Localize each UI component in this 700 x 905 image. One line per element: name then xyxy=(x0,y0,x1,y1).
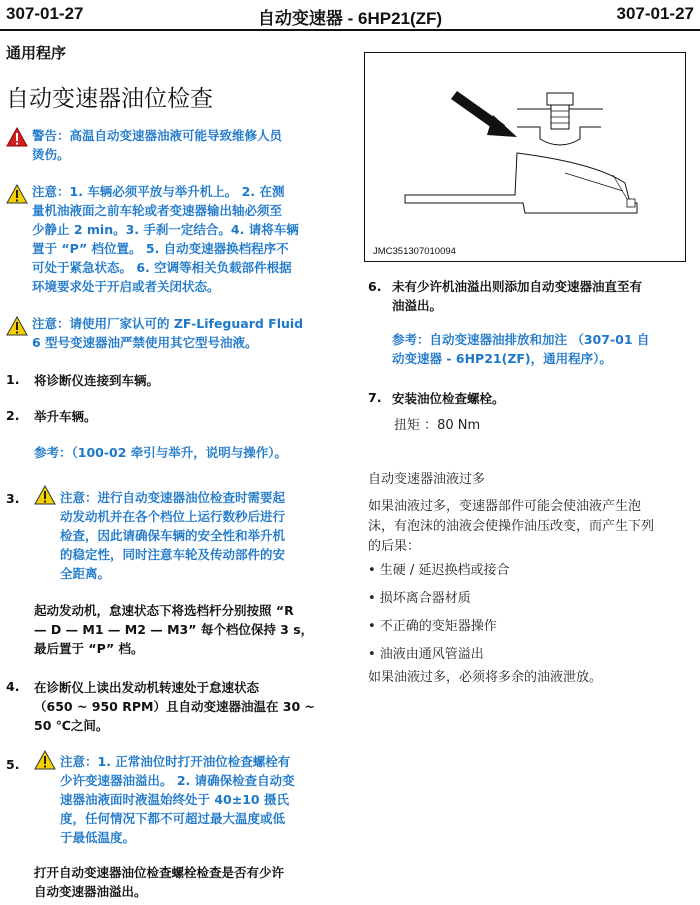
step-5-text xyxy=(34,863,354,901)
paragraph-line: 沫，有泡沫的油液会使操作油压改变，而产生下列 xyxy=(368,519,655,534)
overfill-paragraph xyxy=(368,497,696,557)
step-1-text: 将诊断仪连接到车辆。 xyxy=(34,373,160,388)
note-line: 度，任何情况下都不可超过最大温度或低 xyxy=(60,811,286,826)
step-line: 打开自动变速器油位检查螺栓检查是否有少许 xyxy=(34,865,285,880)
step-7-number: 7. xyxy=(368,390,382,405)
header-rule xyxy=(0,29,700,31)
overfill-bullet: • 损坏离合器材质 xyxy=(368,591,471,606)
caution-icon xyxy=(34,485,56,505)
step-3-text xyxy=(34,601,354,658)
note-line: 全距离。 xyxy=(60,566,111,581)
note-line: 检查，因此请确保车辆的安全性和举升机 xyxy=(60,528,286,543)
step-6-number: 6. xyxy=(368,279,382,294)
reference-line: 动变速器 - 6HP21(ZF)，通用程序）。 xyxy=(392,351,612,366)
step-line: 自动变速器油溢出。 xyxy=(34,884,147,899)
warning-icon xyxy=(6,127,28,147)
paragraph-line: 如果油液过多，变速器部件可能会使油液产生泡 xyxy=(368,499,642,514)
step-5-number: 5. xyxy=(6,757,20,772)
note-vehicle-preparation xyxy=(32,182,357,296)
figure-caption: JMC351307010094 xyxy=(373,246,456,257)
step-6-reference xyxy=(392,330,694,368)
overfill-bullet: • 生硬 / 延迟换档或接合 xyxy=(368,563,510,578)
note-line: 6 型号变速器油严禁使用其它型号油液。 xyxy=(32,335,258,350)
step-line: 在诊断仪上读出发动机转速处于怠速状态 xyxy=(34,680,260,695)
overfill-closing: 如果油液过多，必须将多余的油液泄放。 xyxy=(368,670,603,685)
step-line: 油溢出。 xyxy=(392,298,443,313)
step-2-number: 2. xyxy=(6,408,20,423)
note-line: 注意：请使用厂家认可的 ZF-Lifeguard Fluid xyxy=(32,316,304,331)
header-right-code: 307-01-27 xyxy=(616,4,694,23)
figure-fill-plug xyxy=(364,52,686,262)
step-2-reference: 参考：（100-02 牵引与举升，说明与操作）。 xyxy=(34,445,288,460)
note-line: 速器油液面时液温始终处于 40±10 摄氏 xyxy=(60,792,289,807)
step-5-note xyxy=(60,752,360,847)
note-line: 可处于紧急状态。 6. 空调等相关负载部件根据 xyxy=(32,260,292,275)
step-line: 50 ℃之间。 xyxy=(34,718,109,733)
reference-line: 参考：自动变速器油排放和加注 （307-01 自 xyxy=(392,332,650,347)
step-4-text xyxy=(34,678,354,735)
note-line: 少静止 2 min。3. 手刹一定结合。4. 请将车辆 xyxy=(32,222,299,237)
paragraph-line: 的后果： xyxy=(368,539,421,554)
caution-icon xyxy=(6,184,28,204)
note-line: 环境要求处于开启或者关闭状态。 xyxy=(32,279,220,294)
step-3-number: 3. xyxy=(6,491,20,506)
warning-line: 烫伤。 xyxy=(32,147,70,162)
note-line: 于最低温度。 xyxy=(60,830,136,845)
step-4-number: 4. xyxy=(6,679,20,694)
step-line: 最后置于 “P” 档。 xyxy=(34,641,144,656)
section-label: 通用程序 xyxy=(6,44,67,62)
note-line: 注意：进行自动变速器油位检查时需要起 xyxy=(60,490,286,505)
note-line: 置于 “P” 档位置。 5. 自动变速器换档程序不 xyxy=(32,241,289,256)
step-line: 起动发动机，怠速状态下将选档杆分别按照 “R xyxy=(34,603,294,618)
note-line: 量机油液面之前车轮或者变速器输出轴必须至 xyxy=(32,203,283,218)
step-line: — D — M1 — M2 — M3” 每个档位保持 3 s， xyxy=(34,622,314,637)
header-left-code: 307-01-27 xyxy=(6,4,84,23)
header-title: 自动变速器 - 6HP21(ZF) xyxy=(257,9,443,28)
caution-icon xyxy=(6,316,28,336)
note-line: 注意：1. 正常油位时打开油位检查螺栓有 xyxy=(60,754,291,769)
step-line: 未有少许机油溢出则添加自动变速器油直至有 xyxy=(392,279,643,294)
note-line: 少许变速器油溢出。 2. 请确保检查自动变 xyxy=(60,773,295,788)
overfill-heading: 自动变速器油液过多 xyxy=(368,472,486,487)
note-line: 动发动机并在各个档位上运行数秒后进行 xyxy=(60,509,286,524)
note-approved-fluid xyxy=(32,314,357,352)
step-6-text xyxy=(392,277,692,315)
step-7-text: 安装油位检查螺栓。 xyxy=(392,391,505,406)
page-title: 自动变速器油位检查 xyxy=(6,86,213,112)
warning-hot-fluid xyxy=(32,126,352,164)
step-line: （650 ~ 950 RPM）且自动变速器油温在 30 ~ xyxy=(34,699,316,714)
step-1-number: 1. xyxy=(6,372,20,387)
overfill-bullet: • 油液由通风管溢出 xyxy=(368,647,484,662)
note-line: 注意：1. 车辆必须平放与举升机上。 2. 在测 xyxy=(32,184,285,199)
page-header xyxy=(0,0,700,32)
transmission-fill-plug-illustration xyxy=(365,53,685,261)
overfill-bullet: • 不正确的变矩器操作 xyxy=(368,619,497,634)
step-3-note xyxy=(60,488,360,583)
warning-line: 警告：高温自动变速器油液可能导致维修人员 xyxy=(32,128,283,143)
step-2-text: 举升车辆。 xyxy=(34,409,97,424)
note-line: 的稳定性，同时注意车轮及传动部件的安 xyxy=(60,547,286,562)
caution-icon xyxy=(34,750,56,770)
step-7-torque: 扭矩 ：80 Nm xyxy=(394,418,481,433)
